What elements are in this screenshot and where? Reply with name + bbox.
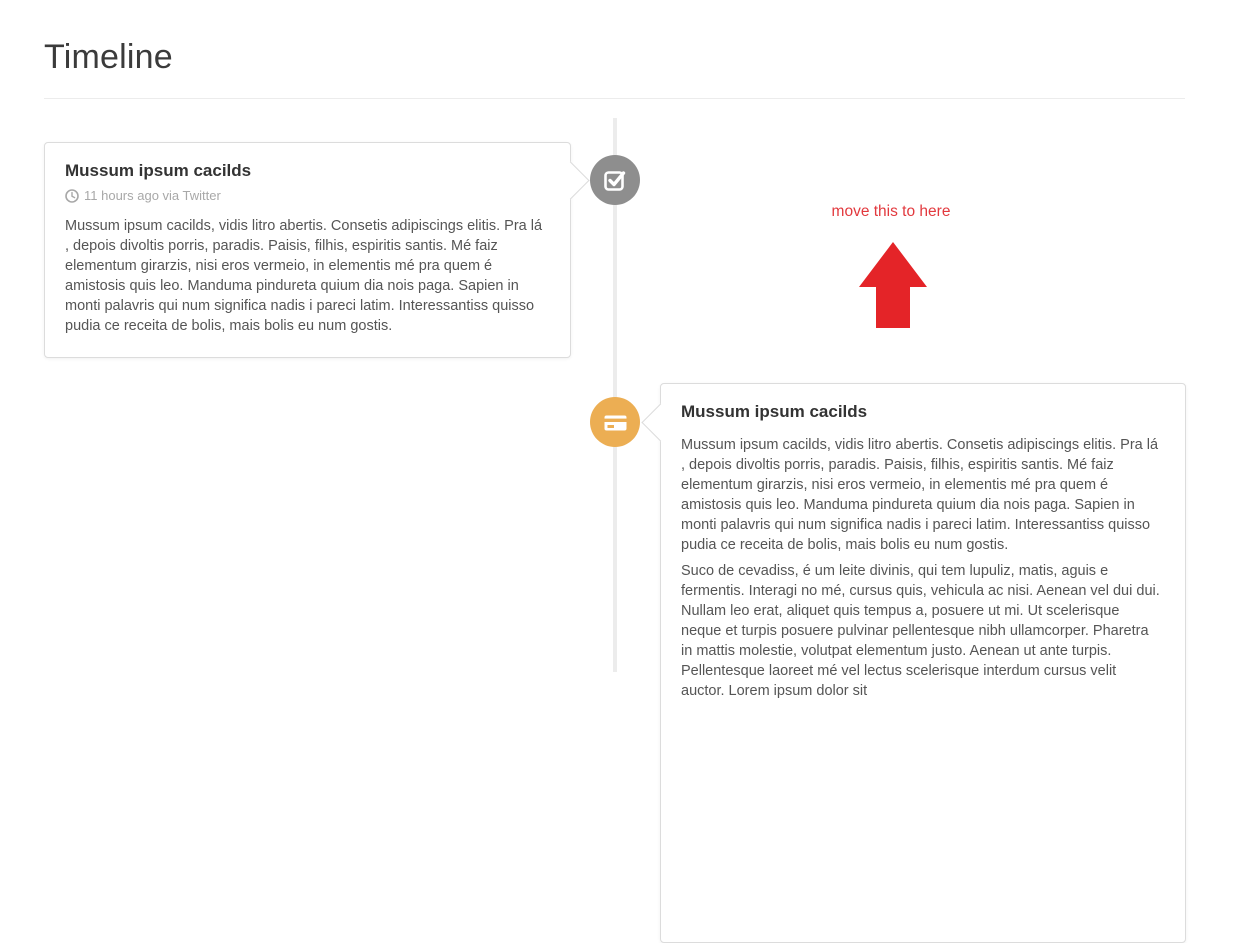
card-title: Mussum ipsum cacilds — [65, 161, 252, 180]
annotation-label: move this to here — [831, 203, 951, 220]
check-square-icon — [602, 167, 628, 193]
card-tail-left — [641, 403, 679, 441]
page-title: Timeline — [44, 38, 173, 76]
up-arrow-icon — [859, 242, 927, 328]
card-tail-right — [551, 161, 589, 199]
credit-card-icon — [602, 409, 629, 436]
clock-icon — [65, 189, 79, 203]
title-divider — [44, 98, 1185, 99]
card-paragraph: Suco de cevadiss, é um leite divinis, qui tem lupuliz, matis, aguis e fermentis. Interagi no mé, cursus quis, vehicula ac nisi. Aenean vel dui dui. Nullam leo erat, aliquet quis tempus a, posuere ut mi. Ut scelerisque neque et turpis posuere pulvinar pellentesque nibh ullamcorper. Pharetra in mattis molestie, volutpat elementum justo. Aenean ut ante turpis. Pellentesque laoreet mé vel lectus scelerisque interdum cursus velit auctor. Lorem ipsum dolor sit — [681, 563, 1160, 699]
timestamp-text: 11 hours ago via Twitter — [84, 188, 221, 203]
timeline-card-1 — [44, 142, 571, 358]
timeline-marker-2 — [590, 397, 640, 447]
timeline-card-2 — [660, 383, 1186, 943]
card-title: Mussum ipsum cacilds — [681, 402, 868, 421]
card-timestamp — [65, 188, 550, 203]
card-paragraph: Mussum ipsum cacilds, vidis litro abertis. Consetis adipiscings elitis. Pra lá , depois divoltis porris, paradis. Paisis, filhis, espiritis santis. Mé faiz elementum girarzis, nisi eros vermeio, in elementis mé pra quem é amistosis quis leo. Manduma pindureta quium dia nois paga. Sapien in monti palavris qui num significa nadis i pareci latim. Interessantiss quisso pudia ce receita de bolis, mais bolis eu num gostis. — [65, 218, 543, 334]
timeline-marker-1 — [590, 155, 640, 205]
card-paragraph: Mussum ipsum cacilds, vidis litro abertis. Consetis adipiscings elitis. Pra lá , depois divoltis porris, paradis. Paisis, filhis, espiritis santis. Mé faiz elementum girarzis, nisi eros vermeio, in elementis mé pra quem é amistosis quis leo. Manduma pindureta quium dia nois paga. Sapien in monti palavris qui num significa nadis i pareci latim. Interessantiss quisso pudia ce receita de bolis, mais bolis eu num gostis. — [681, 437, 1159, 553]
